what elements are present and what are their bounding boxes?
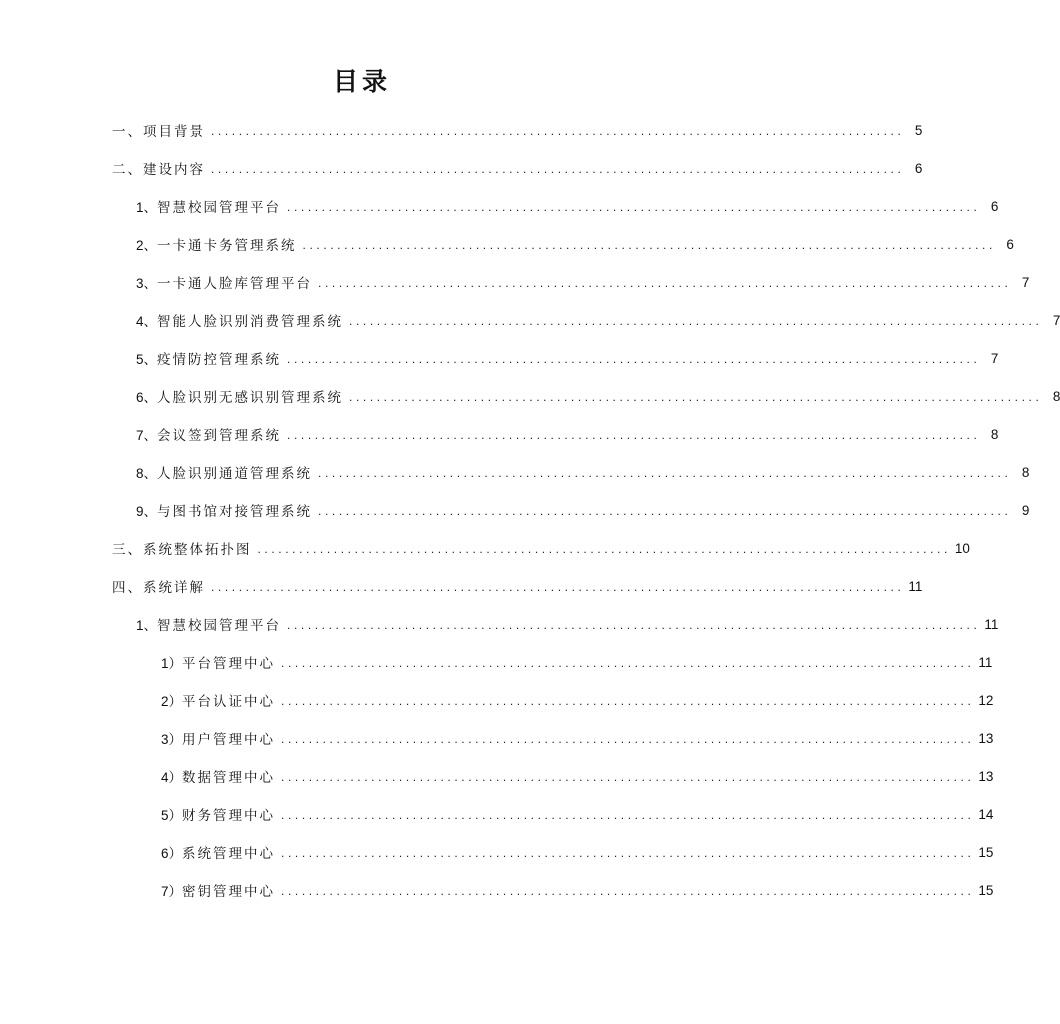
toc-entry[interactable] (112, 119, 923, 141)
toc-entry-page: 6 (1006, 236, 1014, 252)
toc-entry[interactable] (136, 347, 999, 369)
toc-dot-leader: .................................................................................................... (211, 162, 905, 176)
page-title: 目录 (332, 67, 391, 96)
toc-dot-leader: .................................................................................................... (287, 618, 981, 632)
toc-entry-title: 系统详解 (143, 580, 205, 596)
toc-entry-number: 6、 (136, 390, 158, 405)
toc-entry-number: 5、 (136, 352, 158, 367)
toc-entry-page: 7 (990, 350, 999, 366)
toc-entry[interactable] (136, 613, 999, 635)
toc-dot-leader: .................................................................................................... (287, 200, 981, 214)
toc-entry-title: 建设内容 (143, 162, 205, 178)
toc-entry[interactable] (161, 765, 994, 787)
toc-entry-title: 系统整体拓扑图 (143, 542, 252, 558)
toc-entry-number: 8、 (136, 466, 158, 481)
toc-entry-number: 2） (161, 694, 183, 709)
toc-entry[interactable] (136, 499, 1030, 521)
toc-entry-title: 平台认证中心 (182, 694, 276, 710)
toc-entry-page: 11 (984, 616, 999, 632)
toc-entry-number: 1、 (136, 618, 158, 633)
toc-dot-leader: .................................................................................................... (281, 808, 975, 822)
toc-entry-number: 1、 (136, 200, 158, 215)
toc-entry-title: 人脸识别无感识别管理系统 (157, 390, 344, 406)
toc-entry[interactable] (161, 879, 994, 901)
toc-dot-leader: .................................................................................................... (302, 238, 996, 252)
toc-dot-leader: .................................................................................................... (211, 580, 905, 594)
toc-entry-number: 9、 (136, 504, 158, 519)
toc-entry-number: 2、 (136, 238, 158, 253)
toc-entry-title: 人脸识别通道管理系统 (157, 466, 313, 482)
toc-dot-leader: .................................................................................................... (349, 390, 1043, 404)
toc-entry-number: 7） (161, 884, 183, 899)
toc-entry-title: 密钥管理中心 (182, 884, 276, 900)
toc-entry[interactable] (136, 309, 1060, 331)
toc-entry-number: 四、 (112, 580, 143, 596)
toc-dot-leader: .................................................................................................... (281, 884, 975, 898)
toc-entry-page: 8 (1052, 388, 1060, 404)
toc-entry-title: 财务管理中心 (182, 808, 276, 824)
toc-dot-leader: .................................................................................................... (287, 352, 981, 366)
toc-dot-leader: .................................................................................................... (281, 656, 975, 670)
toc-entry-page: 8 (1021, 464, 1030, 480)
toc-entry-page: 7 (1021, 274, 1030, 290)
toc-entry-title: 疫情防控管理系统 (157, 352, 282, 368)
toc-entry-title: 会议签到管理系统 (157, 428, 282, 444)
toc-entry-page: 5 (914, 122, 923, 138)
toc-dot-leader: .................................................................................................... (349, 314, 1043, 328)
toc-dot-leader: .................................................................................................... (318, 504, 1012, 518)
toc-entry-title: 智能人脸识别消费管理系统 (157, 314, 344, 330)
toc-dot-leader: .................................................................................................... (281, 694, 975, 708)
toc-entry-page: 10 (954, 540, 970, 556)
toc-entry-number: 3） (161, 732, 183, 747)
toc-entry[interactable] (161, 651, 993, 673)
toc-entry-page: 12 (978, 692, 994, 708)
toc-dot-leader: .................................................................................................... (318, 466, 1012, 480)
toc-entry[interactable] (161, 803, 994, 825)
toc-entry[interactable] (136, 385, 1060, 407)
toc-dot-leader: .................................................................................................... (281, 770, 975, 784)
toc-entry[interactable] (161, 689, 994, 711)
toc-entry-number: 5） (161, 808, 183, 823)
toc-entry-title: 系统管理中心 (182, 846, 276, 862)
toc-entry-page: 15 (978, 844, 994, 860)
toc-entry[interactable] (136, 423, 999, 445)
toc-entry-number: 3、 (136, 276, 158, 291)
toc-entry[interactable] (161, 841, 994, 863)
toc-entry[interactable] (112, 537, 970, 559)
toc-entry-page: 11 (908, 578, 923, 594)
toc-entry-number: 6） (161, 846, 183, 861)
toc-entry-page: 8 (990, 426, 999, 442)
toc-entry-title: 数据管理中心 (182, 770, 276, 786)
toc-entry-page: 13 (978, 730, 994, 746)
toc-dot-leader: .................................................................................................... (318, 276, 1012, 290)
toc-entry[interactable] (112, 575, 923, 597)
toc-entry-title: 用户管理中心 (182, 732, 276, 748)
toc-entry-number: 二、 (112, 162, 143, 178)
toc-entry[interactable] (136, 461, 1030, 483)
toc-entry-page: 11 (978, 654, 993, 670)
toc-entry-page: 6 (990, 198, 999, 214)
toc-entry-number: 7、 (136, 428, 158, 443)
toc-entry[interactable] (136, 195, 999, 217)
toc-entry-page: 14 (978, 806, 994, 822)
toc-entry-title: 与图书馆对接管理系统 (157, 504, 313, 520)
toc-dot-leader: .................................................................................................... (211, 124, 905, 138)
toc-dot-leader: .................................................................................................... (281, 846, 975, 860)
toc-entry-number: 4） (161, 770, 183, 785)
toc-entry-title: 平台管理中心 (182, 656, 276, 672)
toc-entry[interactable] (112, 157, 923, 179)
toc-dot-leader: .................................................................................................... (281, 732, 975, 746)
toc-entry-number: 三、 (112, 542, 143, 558)
toc-entry-page: 6 (914, 160, 923, 176)
toc-entry-title: 智慧校园管理平台 (157, 618, 282, 634)
toc-dot-leader: .................................................................................................... (257, 542, 951, 556)
toc-entry[interactable] (136, 271, 1030, 293)
toc-entry-title: 项目背景 (143, 124, 205, 140)
toc-entry[interactable] (136, 233, 1014, 255)
toc-entry-number: 一、 (112, 124, 143, 140)
toc-entry-page: 13 (978, 768, 994, 784)
toc-entry-number: 4、 (136, 314, 158, 329)
toc-entry-title: 一卡通卡务管理系统 (157, 238, 297, 254)
toc-entry[interactable] (161, 727, 994, 749)
toc-dot-leader: .................................................................................................... (287, 428, 981, 442)
toc-entry-page: 15 (978, 882, 994, 898)
toc-entry-page: 9 (1021, 502, 1030, 518)
toc-entry-title: 一卡通人脸库管理平台 (157, 276, 313, 292)
toc-entry-page: 7 (1052, 312, 1060, 328)
toc-entry-number: 1） (161, 656, 183, 671)
toc-entry-title: 智慧校园管理平台 (157, 200, 282, 216)
